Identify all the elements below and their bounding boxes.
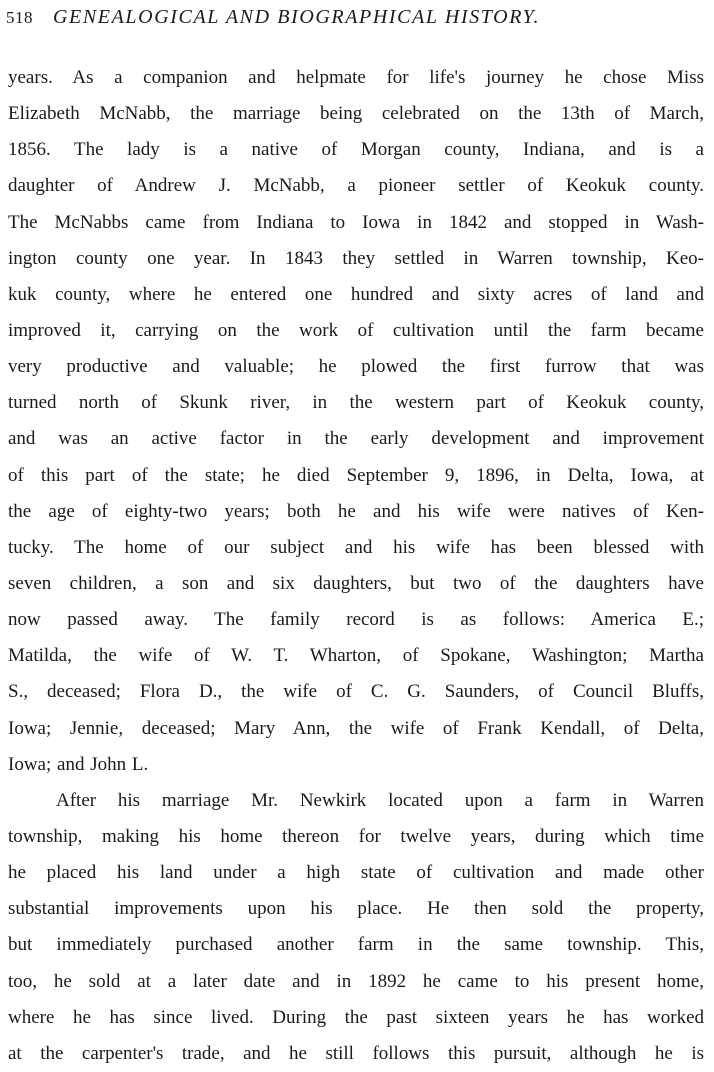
text-line: kuk county, where he entered one hundred and sixty acres of land and [8,283,704,305]
text-line: daughter of Andrew J. McNabb, a pioneer settler of Keokuk county. [8,175,704,197]
text-line: seven children, a son and six daughters, but two of the daughters have [8,572,704,594]
text-line: the age of eighty-two years; both he and his wife were natives of Ken- [8,500,704,522]
text-line: The McNabbs came from Indiana to Iowa in 1842 and stopped in Wash- [8,211,704,233]
page-number: 518 [6,8,33,27]
text-line: substantial improvements upon his place. He then sold the property, [8,898,704,920]
paragraph-newkirk-farm [8,783,704,1072]
text-line: improved it, carrying on the work of cultivation until the farm became [8,319,704,341]
text-line: but immediately purchased another farm in the same township. This, [8,934,704,956]
text-line: S., deceased; Flora D., the wife of C. G. Saunders, of Council Bluffs, [8,681,704,703]
text-line: and was an active factor in the early development and improvement [8,428,704,450]
text-line: After his marriage Mr. Newkirk located upon a farm in Warren [56,789,704,811]
text-line: tucky. The home of our subject and his wife has been blessed with [8,536,704,558]
text-line: he placed his land under a high state of cultivation and made other [8,862,704,884]
text-line: Elizabeth McNabb, the marriage being celebrated on the 13th of March, [8,103,704,125]
text-line: Matilda, the wife of W. T. Wharton, of Spokane, Washington; Martha [8,645,704,667]
text-line: very productive and valuable; he plowed the first furrow that was [8,356,704,378]
text-line: Iowa; Jennie, deceased; Mary Ann, the wife of Frank Kendall, of Delta, [8,717,704,739]
body-text [8,60,704,1072]
text-line: too, he sold at a later date and in 1892 he came to his present home, [8,970,704,992]
text-line: years. As a companion and helpmate for life's journey he chose Miss [8,67,704,88]
text-line: now passed away. The family record is as follows: America E.; [8,609,704,631]
text-line: 1856. The lady is a native of Morgan county, Indiana, and is a [8,139,704,161]
text-line: Iowa; and John L. [8,753,149,775]
text-line: where he has since lived. During the past sixteen years he has worked [8,1006,704,1028]
paragraph-continuation [8,60,704,783]
text-line: of this part of the state; he died September 9, 1896, in Delta, Iowa, at [8,464,704,486]
text-line: ington county one year. In 1843 they settled in Warren township, Keo- [8,247,704,269]
text-line: at the carpenter's trade, and he still follows this pursuit, although he is [8,1042,704,1064]
text-line: turned north of Skunk river, in the western part of Keokuk county, [8,392,704,414]
running-title: GENEALOGICAL AND BIOGRAPHICAL HISTORY. [53,6,541,28]
text-line: township, making his home thereon for twelve years, during which time [8,825,704,847]
page-header [6,6,708,30]
